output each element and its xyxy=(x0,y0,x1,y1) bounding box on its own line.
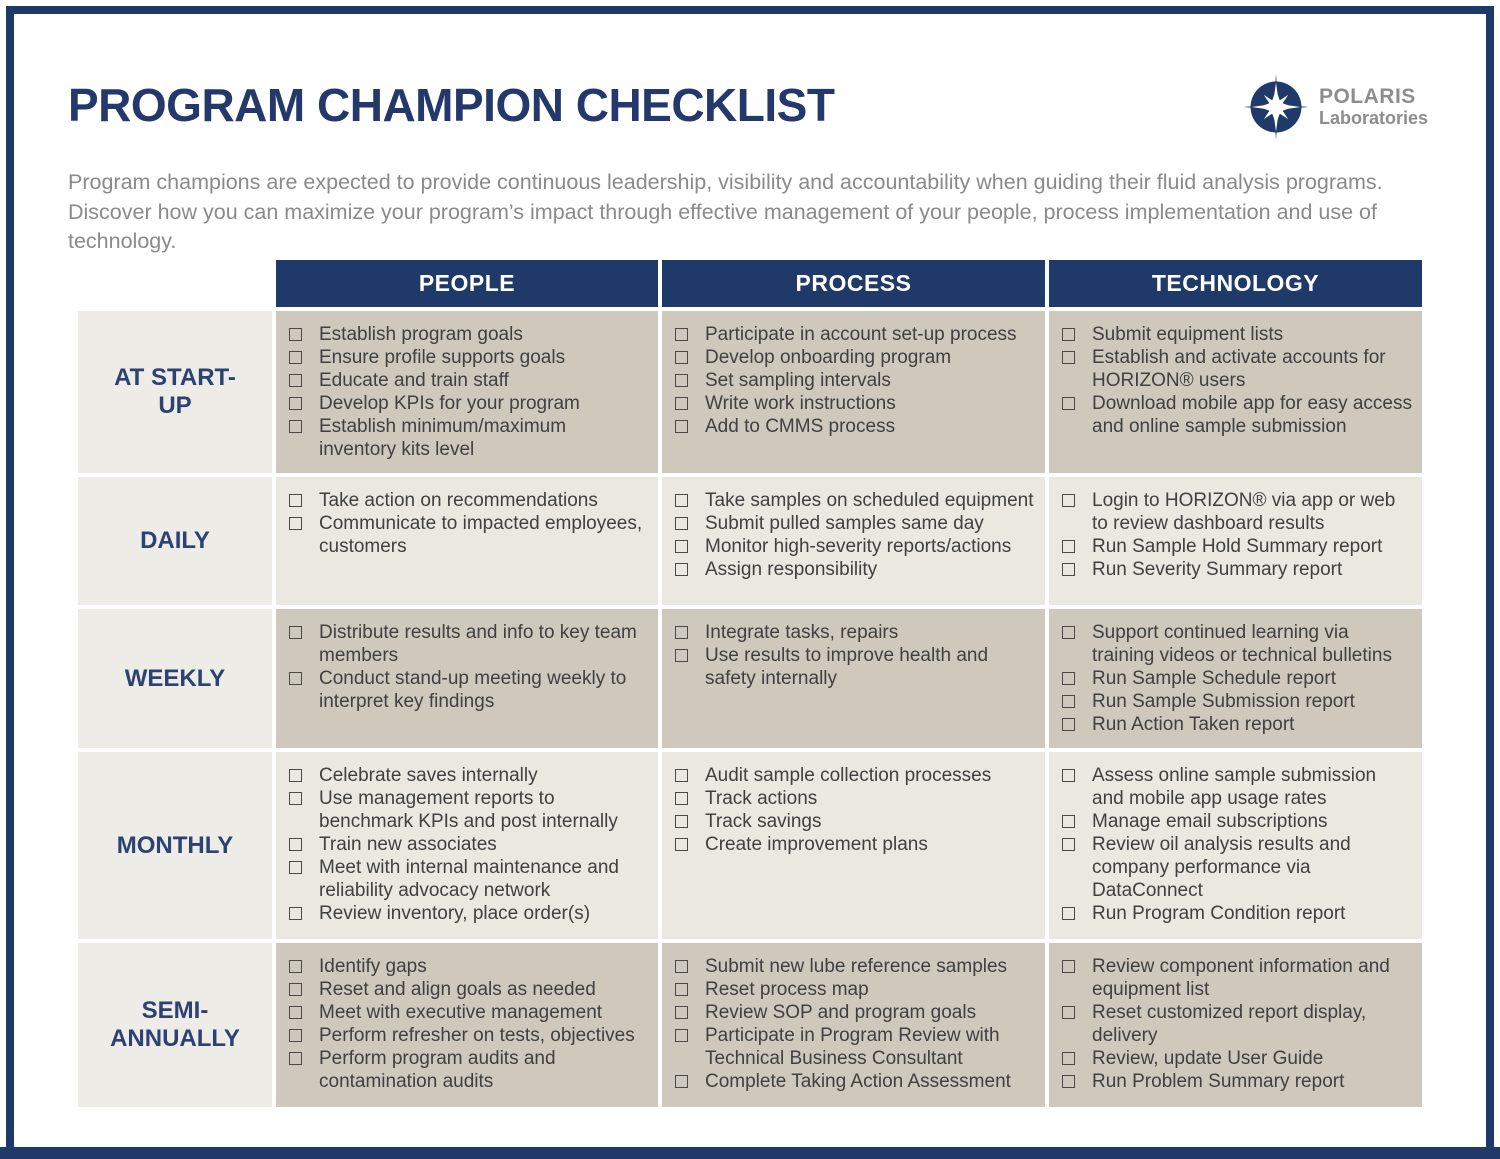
checkbox-icon xyxy=(289,907,302,920)
checklist-item-text: Create improvement plans xyxy=(705,834,928,855)
checklist-item xyxy=(1062,690,1412,713)
checklist-item xyxy=(1062,1001,1412,1047)
checklist-item xyxy=(1062,810,1412,833)
checklist-item xyxy=(289,764,648,787)
checkbox-icon xyxy=(289,838,302,851)
checklist-item xyxy=(675,787,1035,810)
checklist-item-text: Use management reports to benchmark KPIs and post internally xyxy=(319,788,618,832)
page-bottom-bar xyxy=(0,1147,1500,1159)
cell-monthly-technology xyxy=(1049,752,1422,939)
checklist-item-text: Meet with executive management xyxy=(319,1002,603,1023)
checklist-item-text: Login to HORIZON® via app or web to review dashboard results xyxy=(1092,490,1396,534)
checkbox-icon xyxy=(675,328,688,341)
checklist-item-text: Establish minimum/maximum inventory kits level xyxy=(319,416,567,460)
checklist-daily-process xyxy=(662,477,1045,593)
checklist-item xyxy=(289,1001,648,1024)
cell-daily-process xyxy=(662,477,1045,605)
checklist-weekly-technology xyxy=(1049,609,1422,748)
checklist-item-text: Establish program goals xyxy=(319,324,523,345)
checklist-item-text: Ensure profile supports goals xyxy=(319,347,566,368)
checklist-item xyxy=(1062,558,1412,581)
checklist-item xyxy=(675,955,1035,978)
checklist-item xyxy=(675,810,1035,833)
checklist-item-text: Submit pulled samples same day xyxy=(705,513,984,534)
checkbox-icon xyxy=(289,626,302,639)
checklist-item xyxy=(675,415,1035,438)
checkbox-icon xyxy=(1062,626,1075,639)
checkbox-icon xyxy=(1062,907,1075,920)
checklist-semi-annually-technology xyxy=(1049,943,1422,1105)
row-label-monthly: MONTHLY xyxy=(78,752,272,939)
cell-weekly-process xyxy=(662,609,1045,748)
checklist-item xyxy=(1062,1047,1412,1070)
cell-weekly-people xyxy=(276,609,658,748)
checkbox-icon xyxy=(675,563,688,576)
checklist-item-text: Run Sample Hold Summary report xyxy=(1092,536,1383,557)
checkbox-icon xyxy=(289,397,302,410)
checklist-item-text: Meet with internal maintenance and reliability advocacy network xyxy=(319,857,619,901)
checklist-item xyxy=(1062,902,1412,925)
checkbox-icon xyxy=(289,672,302,685)
checkbox-icon xyxy=(289,960,302,973)
checkbox-icon xyxy=(675,397,688,410)
checklist-item-text: Integrate tasks, repairs xyxy=(705,622,899,643)
checkbox-icon xyxy=(675,517,688,530)
polaris-logo xyxy=(1243,74,1428,140)
checkbox-icon xyxy=(1062,397,1075,410)
checklist-item-text: Assign responsibility xyxy=(705,559,878,580)
checklist-item xyxy=(675,392,1035,415)
checklist-item-text: Establish and activate accounts for HORIZON® users xyxy=(1092,347,1386,391)
checklist-item xyxy=(675,489,1035,512)
checklist-item-text: Reset process map xyxy=(705,979,869,1000)
checklist-item xyxy=(1062,833,1412,902)
checklist-item-text: Assess online sample submission and mobile app usage rates xyxy=(1092,765,1377,809)
checklist-item-text: Develop KPIs for your program xyxy=(319,393,580,414)
checkbox-icon xyxy=(1062,540,1075,553)
row-label-daily: DAILY xyxy=(78,477,272,605)
checklist-monthly-people xyxy=(276,752,658,937)
checkbox-icon xyxy=(289,420,302,433)
checklist-item xyxy=(1062,713,1412,736)
checklist-item-text: Take samples on scheduled equipment xyxy=(705,490,1034,511)
row-label-weekly: WEEKLY xyxy=(78,609,272,748)
checklist-item xyxy=(675,764,1035,787)
checklist-item xyxy=(289,955,648,978)
checkbox-icon xyxy=(675,1006,688,1019)
page-content xyxy=(68,0,1432,257)
checklist-monthly-technology xyxy=(1049,752,1422,937)
checkbox-icon xyxy=(1062,695,1075,708)
checklist-at-start-up-people xyxy=(276,311,658,473)
checklist-item-text: Participate in Program Review with Technical Business Consultant xyxy=(705,1025,1000,1069)
checklist-item-text: Conduct stand-up meeting weekly to interpret key findings xyxy=(319,668,627,712)
checklist-item-text: Run Program Condition report xyxy=(1092,903,1346,924)
checkbox-icon xyxy=(289,351,302,364)
checklist-item-text: Download mobile app for easy access and online sample submission xyxy=(1092,393,1413,437)
checkbox-icon xyxy=(289,374,302,387)
checklist-item xyxy=(289,346,648,369)
polaris-logo-text xyxy=(1319,86,1428,128)
logo-subname: Laboratories xyxy=(1318,107,1428,128)
checklist-item-text: Train new associates xyxy=(319,834,497,855)
checklist-item-text: Perform program audits and contamination audits xyxy=(319,1048,556,1092)
checklist-item xyxy=(289,1024,648,1047)
checklist-item xyxy=(289,833,648,856)
checklist-item-text: Write work instructions xyxy=(705,393,896,414)
checklist-item xyxy=(1062,1070,1412,1093)
checklist-item-text: Educate and train staff xyxy=(319,370,509,391)
checklist-item-text: Review SOP and program goals xyxy=(705,1002,977,1023)
checkbox-icon xyxy=(1062,960,1075,973)
checklist-item-text: Review oil analysis results and company performance via DataConnect xyxy=(1092,834,1351,901)
checklist-item-text: Identify gaps xyxy=(319,956,427,977)
checklist-item xyxy=(289,787,648,833)
checklist-semi-annually-process xyxy=(662,943,1045,1105)
cell-weekly-technology xyxy=(1049,609,1422,748)
checklist-item xyxy=(289,415,648,461)
checklist-item xyxy=(675,346,1035,369)
checklist-item xyxy=(289,1047,648,1093)
checklist-item xyxy=(1062,323,1412,346)
checklist-semi-annually-people xyxy=(276,943,658,1105)
checkbox-icon xyxy=(289,769,302,782)
checklist-item xyxy=(675,621,1035,644)
checkbox-icon xyxy=(289,861,302,874)
checkbox-icon xyxy=(675,815,688,828)
checklist-item xyxy=(1062,489,1412,535)
checklist-item xyxy=(289,512,648,558)
checklist-item-text: Run Sample Submission report xyxy=(1092,691,1355,712)
checklist-item-text: Submit new lube reference samples xyxy=(705,956,1008,977)
checklist-item-text: Develop onboarding program xyxy=(705,347,952,368)
cell-semi-annually-people xyxy=(276,943,658,1107)
cell-semi-annually-process xyxy=(662,943,1045,1107)
checkbox-icon xyxy=(1062,328,1075,341)
checkbox-icon xyxy=(675,494,688,507)
checkbox-icon xyxy=(289,517,302,530)
checkbox-icon xyxy=(675,1029,688,1042)
checklist-item-text: Run Sample Schedule report xyxy=(1092,668,1336,689)
checklist-item-text: Reset and align goals as needed xyxy=(319,979,596,1000)
checklist-item-text: Add to CMMS process xyxy=(705,416,896,437)
checklist-item-text: Reset customized report display, delivery xyxy=(1092,1002,1367,1046)
checklist-item-text: Support continued learning via training videos or technical bulletins xyxy=(1092,622,1392,666)
checklist-item-text: Submit equipment lists xyxy=(1092,324,1284,345)
cell-daily-technology xyxy=(1049,477,1422,605)
checklist-item-text: Run Action Taken report xyxy=(1092,714,1295,735)
checklist-item xyxy=(675,535,1035,558)
checklist-item-text: Celebrate saves internally xyxy=(319,765,538,786)
checklist-monthly-process xyxy=(662,752,1045,868)
checkbox-icon xyxy=(675,626,688,639)
checklist-item xyxy=(289,489,648,512)
checkbox-icon xyxy=(1062,494,1075,507)
checklist-item xyxy=(675,558,1035,581)
cell-monthly-process xyxy=(662,752,1045,939)
checklist-item xyxy=(289,392,648,415)
checklist-item-text: Perform refresher on tests, objectives xyxy=(319,1025,635,1046)
cell-at-start-up-people xyxy=(276,311,658,473)
checklist-item-text: Participate in account set-up process xyxy=(705,324,1017,345)
checklist-item xyxy=(675,1001,1035,1024)
checklist-item xyxy=(1062,346,1412,392)
compass-star-icon xyxy=(1243,74,1309,140)
checkbox-icon xyxy=(675,351,688,364)
checkbox-icon xyxy=(289,983,302,996)
cell-semi-annually-technology xyxy=(1049,943,1422,1107)
checkbox-icon xyxy=(1062,1052,1075,1065)
column-header-technology: TECHNOLOGY xyxy=(1049,260,1422,307)
checklist-item xyxy=(675,978,1035,1001)
checkbox-icon xyxy=(675,420,688,433)
cell-at-start-up-technology xyxy=(1049,311,1422,473)
checklist-weekly-people xyxy=(276,609,658,725)
checklist-item-text: Manage email subscriptions xyxy=(1092,811,1328,832)
cell-daily-people xyxy=(276,477,658,605)
row-label-semi-annually: SEMI-ANNUALLY xyxy=(78,943,272,1107)
checkbox-icon xyxy=(1062,769,1075,782)
checklist-item-text: Complete Taking Action Assessment xyxy=(705,1071,1011,1092)
checkbox-icon xyxy=(289,792,302,805)
checklist-item xyxy=(289,621,648,667)
checklist-item-text: Track actions xyxy=(705,788,818,809)
checklist-item xyxy=(675,644,1035,690)
checklist-item xyxy=(1062,764,1412,810)
checkbox-icon xyxy=(1062,1006,1075,1019)
checklist-daily-people xyxy=(276,477,658,570)
checkbox-icon xyxy=(675,1075,688,1088)
checklist-item xyxy=(1062,621,1412,667)
checklist-item-text: Audit sample collection processes xyxy=(705,765,992,786)
checkbox-icon xyxy=(675,649,688,662)
checkbox-icon xyxy=(675,960,688,973)
checkbox-icon xyxy=(289,1052,302,1065)
checklist-item-text: Run Severity Summary report xyxy=(1092,559,1343,580)
checklist-item xyxy=(289,978,648,1001)
checklist-item-text: Monitor high-severity reports/actions xyxy=(705,536,1012,557)
checklist-item xyxy=(675,323,1035,346)
checklist-item xyxy=(289,667,648,713)
checkbox-icon xyxy=(675,540,688,553)
checklist-item-text: Review component information and equipment list xyxy=(1092,956,1390,1000)
checklist-item-text: Review inventory, place order(s) xyxy=(319,903,591,924)
page-title: PROGRAM CHAMPION CHECKLIST xyxy=(68,79,835,131)
checkbox-icon xyxy=(675,983,688,996)
column-header-process: PROCESS xyxy=(662,260,1045,307)
checklist-item-text: Set sampling intervals xyxy=(705,370,891,391)
logo-name: POLARIS xyxy=(1318,84,1416,108)
checkbox-icon xyxy=(1062,1075,1075,1088)
checklist-item xyxy=(289,369,648,392)
checklist-item-text: Use results to improve health and safety internally xyxy=(705,645,989,689)
checklist-item xyxy=(675,512,1035,535)
checkbox-icon xyxy=(675,792,688,805)
checklist-item-text: Distribute results and info to key team members xyxy=(319,622,637,666)
checklist-item-text: Track savings xyxy=(705,811,822,832)
checklist-item xyxy=(1062,535,1412,558)
checklist-item-text: Take action on recommendations xyxy=(319,490,598,511)
checkbox-icon xyxy=(1062,672,1075,685)
checkbox-icon xyxy=(1062,718,1075,731)
checklist-item xyxy=(675,833,1035,856)
checkbox-icon xyxy=(289,494,302,507)
column-header-people: PEOPLE xyxy=(276,260,658,307)
checkbox-icon xyxy=(1062,563,1075,576)
checklist-item xyxy=(1062,667,1412,690)
checklist-item xyxy=(289,902,648,925)
checklist-item xyxy=(675,1070,1035,1093)
checklist-at-start-up-technology xyxy=(1049,311,1422,450)
checklist-item xyxy=(1062,955,1412,1001)
checkbox-icon xyxy=(289,328,302,341)
checklist-item xyxy=(289,323,648,346)
checklist-item-text: Run Problem Summary report xyxy=(1092,1071,1345,1092)
cell-monthly-people xyxy=(276,752,658,939)
checklist-at-start-up-process xyxy=(662,311,1045,450)
cell-at-start-up-process xyxy=(662,311,1045,473)
checklist-weekly-process xyxy=(662,609,1045,702)
checkbox-icon xyxy=(1062,815,1075,828)
checkbox-icon xyxy=(675,838,688,851)
checklist-item-text: Communicate to impacted employees, customers xyxy=(319,513,643,557)
checkbox-icon xyxy=(289,1006,302,1019)
row-label-at-start-up: AT START-UP xyxy=(78,311,272,473)
checklist-item xyxy=(675,1024,1035,1070)
checklist-item-text: Review, update User Guide xyxy=(1092,1048,1324,1069)
checkbox-icon xyxy=(289,1029,302,1042)
intro-paragraph: Program champions are expected to provide continuous leadership, visibility and accountability when guiding their fluid analysis programs. Discover how you can maximize your program’s impact through effective management of your people, process implementation and use of technology. xyxy=(68,170,1383,254)
checklist-daily-technology xyxy=(1049,477,1422,593)
checkbox-icon xyxy=(675,769,688,782)
checklist-item xyxy=(1062,392,1412,438)
page-header xyxy=(68,72,1432,140)
checkbox-icon xyxy=(1062,351,1075,364)
checklist-item xyxy=(675,369,1035,392)
checklist-table xyxy=(78,260,1422,1107)
header-corner-cell xyxy=(78,260,272,307)
checkbox-icon xyxy=(675,374,688,387)
checkbox-icon xyxy=(1062,838,1075,851)
checklist-item xyxy=(289,856,648,902)
